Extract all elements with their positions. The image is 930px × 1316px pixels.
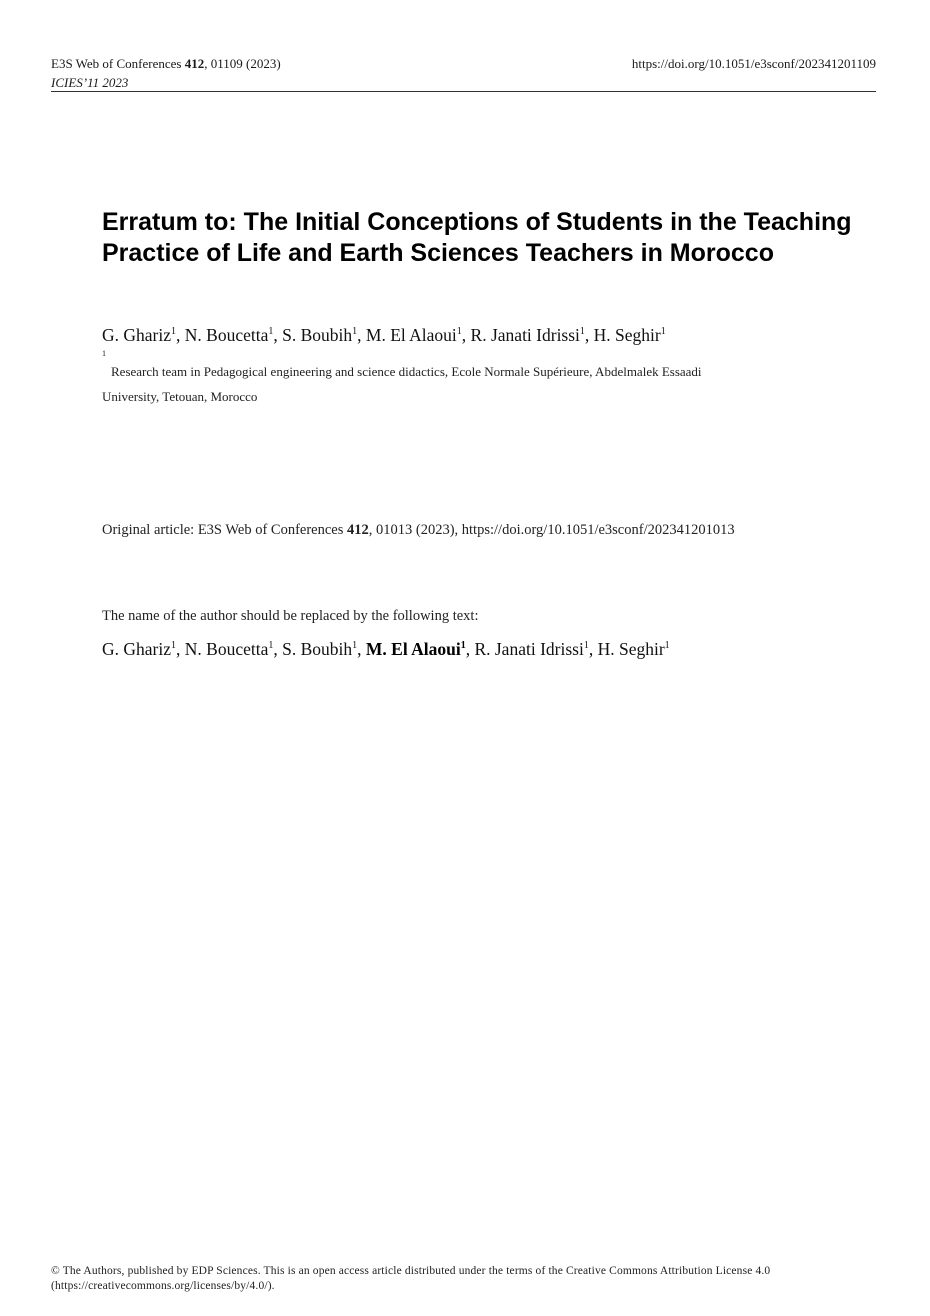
author-name: N. Boucetta	[184, 325, 269, 345]
author-list: G. Ghariz$^1$, N. Boucetta$^1$, S. Boubih$^1$, M. El Alaoui$^1$, R. Janati Idrissi$^1$, H. Seghir$^1$	[102, 325, 666, 345]
author-name: H. Seghir	[597, 639, 665, 659]
original-suffix: , 01013 (2023), https://doi.org/10.1051/e3sconf/202341201013	[368, 522, 735, 538]
running-header-left	[51, 56, 281, 91]
affiliation-mark: 1	[102, 349, 106, 358]
author-affiliation-sup: 1	[460, 640, 466, 651]
header-rule	[51, 91, 876, 92]
author-affiliation-sup: 1	[660, 326, 666, 337]
conference-name: ICIES’11 2023	[51, 75, 129, 90]
journal-volume: 412	[184, 56, 205, 71]
author-affiliation-sup: 1	[171, 326, 177, 337]
title-line-1: Erratum to: The Initial Conceptions of Students in the Teaching	[102, 208, 852, 236]
corrected-author-name: M. El Alaoui	[365, 639, 461, 659]
correction-note: The name of the author should be replaced by the following text:	[102, 608, 479, 624]
license-link[interactable]: (https://creativecommons.org/licenses/by/4.0/).	[51, 1280, 275, 1292]
author-name: M. El Alaoui	[365, 325, 457, 345]
license-line-1: © The Authors, published by EDP Sciences. This is an open access article distributed under the terms of the Creative Commons Attribution License 4.0	[51, 1265, 771, 1277]
corrected-author-list: G. Ghariz$^1$, N. Boucetta$^1$, S. Boubih$^1$, M. El Alaoui$^1$, R. Janati Idrissi$^1$, H. Seghir$^1$	[102, 639, 670, 659]
author-name: H. Seghir	[593, 325, 661, 345]
journal-prefix: E3S Web of Conferences	[51, 56, 185, 71]
original-prefix: Original article: E3S Web of Conferences	[102, 522, 347, 538]
title-line-2: Practice of Life and Earth Sciences Teachers in Morocco	[102, 239, 774, 267]
author-name: G. Ghariz	[102, 639, 172, 659]
author-affiliation-sup: 1	[171, 640, 177, 651]
author-affiliation-sup: 1	[583, 640, 589, 651]
author-name: R. Janati Idrissi	[474, 639, 584, 659]
journal-suffix: , 01109 (2023)	[204, 56, 281, 71]
affiliation-line-1: Research team in Pedagogical engineering and science didactics, Ecole Normale Supérieure, Abdelmalek Essaadi	[111, 364, 702, 379]
paper-title	[102, 207, 882, 269]
author-affiliation-sup: 1	[352, 326, 358, 337]
author-affiliation-sup: 1	[352, 640, 358, 651]
author-affiliation-sup: 1	[579, 326, 585, 337]
header-doi-link[interactable]: https://doi.org/10.1051/e3sconf/202341201109	[631, 56, 876, 71]
author-name: G. Ghariz	[102, 325, 172, 345]
author-affiliation-sup: 1	[456, 326, 462, 337]
author-affiliation-sup: 1	[664, 640, 670, 651]
author-affiliation-sup: 1	[268, 640, 274, 651]
author-name: R. Janati Idrissi	[470, 325, 580, 345]
author-name: N. Boucetta	[184, 639, 269, 659]
license-footer	[51, 1264, 881, 1294]
author-name: S. Boubih	[282, 639, 353, 659]
author-name: S. Boubih	[282, 325, 353, 345]
author-affiliation-sup: 1	[268, 326, 274, 337]
original-article-reference	[102, 521, 735, 539]
original-volume: 412	[347, 522, 369, 538]
affiliation-line-2: University, Tetouan, Morocco	[102, 389, 258, 404]
